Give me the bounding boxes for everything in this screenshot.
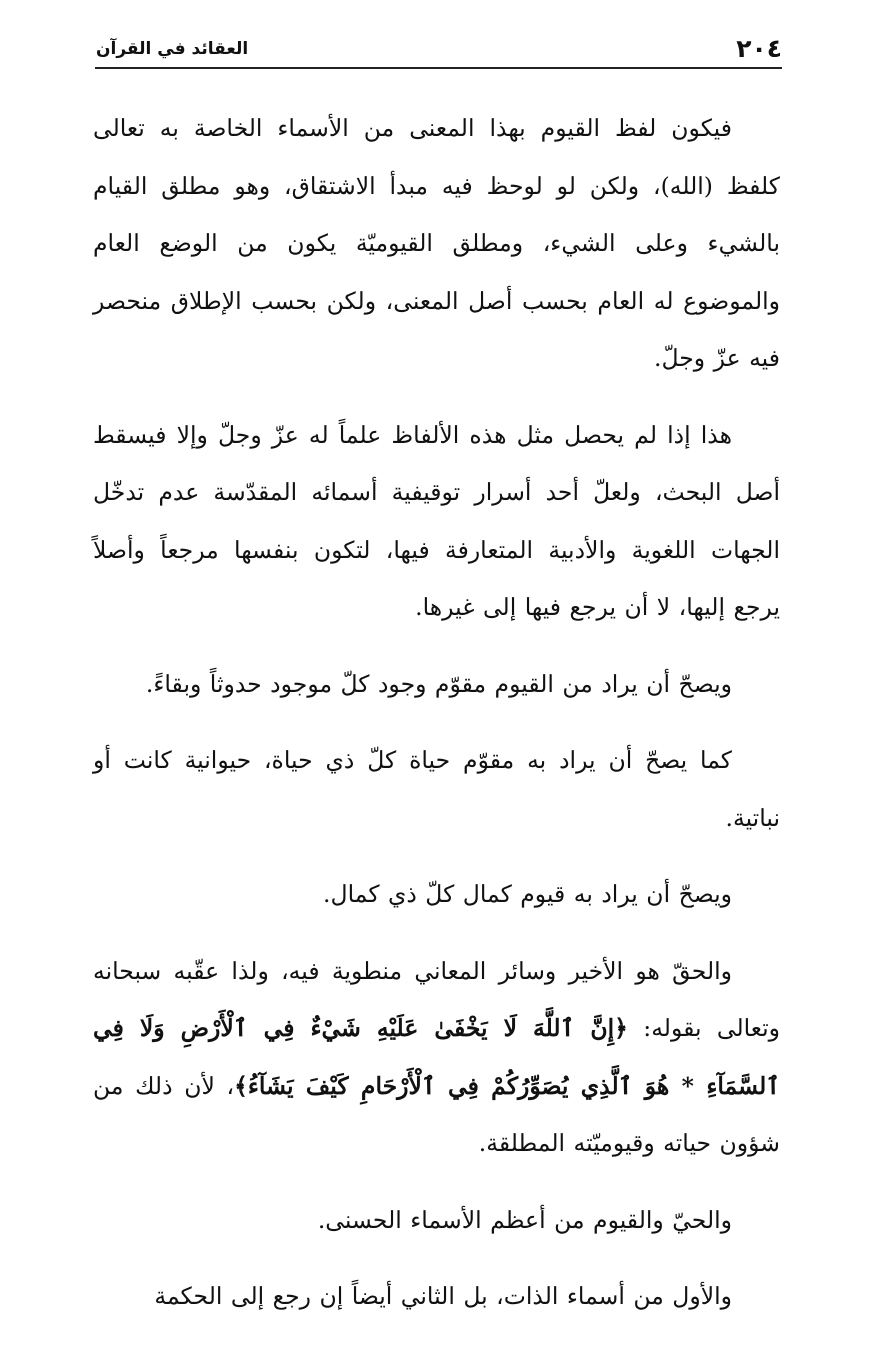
book-title: العقائد في القرآن xyxy=(96,39,249,59)
body-text xyxy=(93,100,780,1345)
quran-verse: ﴿إِنَّ ٱللَّهَ لَا يَخْفَىٰ عَلَيْهِ شَيْءٌ فِي ٱلْأَرْضِ وَلَا فِي ٱلسَّمَآءِ * هُوَ ٱلَّذِي يُصَوِّرُكُمْ فِي ٱلْأَرْحَامِ كَيْفَ يَشَآءُ﴾ xyxy=(93,1014,781,1100)
paragraph-1: فيكون لفظ القيوم بهذا المعنى من الأسماء الخاصة به تعالى كلفظ (الله)، ولكن لو لوحظ فيه مبدأ الاشتقاق، وهو مطلق القيام بالشيء وعلى الشيء، ومطلق القيوميّة يكون من الوضع العام والموضوع له العام بحسب أصل المعنى، ولكن بحسب الإطلاق منحصر فيه عزّ وجلّ. xyxy=(93,114,780,372)
paragraph-7: والحيّ والقيوم من أعظم الأسماء الحسنى. xyxy=(317,1205,732,1234)
paragraph-3: ويصحّ أن يراد من القيوم مقوّم وجود كلّ موجود حدوثاً وبقاءً. xyxy=(145,669,732,698)
page-number: ٢٠٤ xyxy=(736,34,782,63)
paragraph-4: كما يصحّ أن يراد به مقوّم حياة كلّ ذي حياة، حيوانية كانت أو نباتية. xyxy=(93,746,780,832)
running-header xyxy=(96,30,782,66)
paragraph-2: هذا إذا لم يحصل مثل هذه الألفاظ علماً له عزّ وجلّ وإلا فيسقط أصل البحث، ولعلّ أحد أسرار توقيفية أسمائه المقدّسة عدم تدخّل الجهات اللغوية والأدبية المتعارفة فيها، لتكون بنفسها مرجعاً وأصلاً يرجع إليها، لا أن يرجع فيها إلى غيرها. xyxy=(93,420,780,621)
paragraph-6-lead: والحقّ هو الأخير وسائر المعاني منطوية فيه، ولذا عقّبه سبحانه وتعالى بقوله: xyxy=(93,956,780,1042)
paragraph-6 xyxy=(93,943,780,1173)
header-divider xyxy=(95,67,782,69)
paragraph-6-tail: ، لأن ذلك من شؤون حياته وقيوميّته المطلقة. xyxy=(93,1071,780,1157)
paragraph-5: ويصحّ أن يراد به قيوم كمال كلّ ذي كمال. xyxy=(323,880,732,908)
paragraph-8: والأول من أسماء الذات، بل الثاني أيضاً إن رجع إلى الحكمة xyxy=(154,1282,732,1310)
